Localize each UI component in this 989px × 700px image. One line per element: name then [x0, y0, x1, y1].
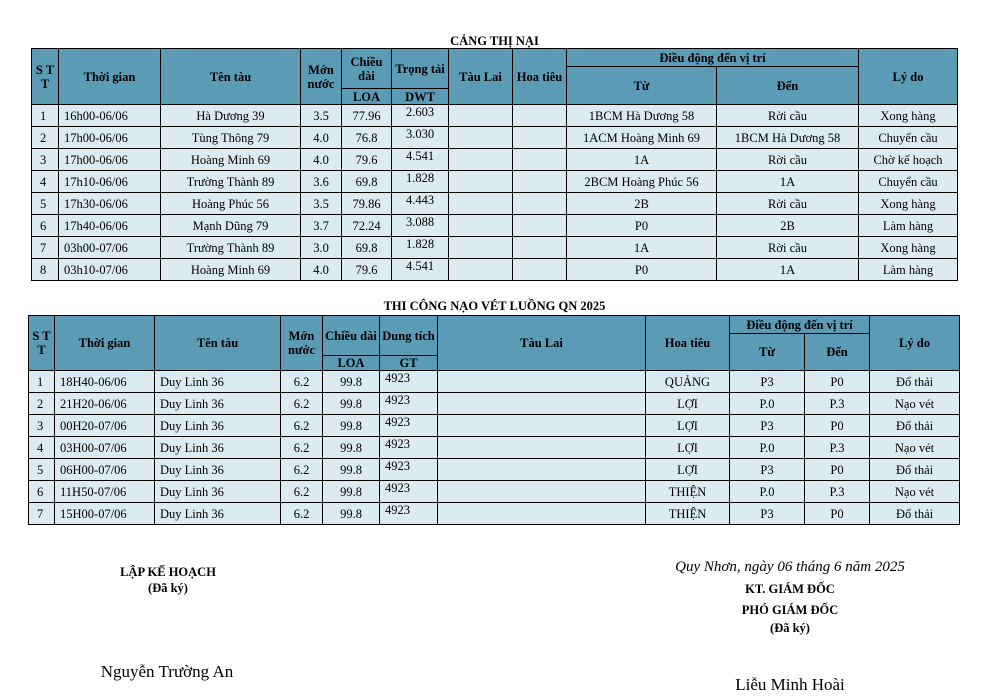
- cell-gt: 4923: [380, 393, 438, 415]
- cell-loa: 99.8: [323, 371, 380, 393]
- header-to: Đến: [717, 67, 859, 105]
- header-volume: Dung tích: [380, 316, 438, 356]
- cell-pilot: [513, 105, 567, 127]
- cell-gt: 4923: [380, 481, 438, 503]
- cell-dwt: 3.088: [392, 215, 449, 237]
- cell-ship: Duy Linh 36: [155, 503, 281, 525]
- cell-reason: Nạo vét: [870, 393, 960, 415]
- cell-dwt: 2.603: [392, 105, 449, 127]
- cell-to: Rời cầu: [717, 193, 859, 215]
- header-tonnage: Trọng tải: [392, 49, 449, 89]
- cell-tug: [438, 503, 646, 525]
- cell-dwt: 4.541: [392, 149, 449, 171]
- cell-pilot: LỢI: [646, 393, 730, 415]
- table-row: [32, 193, 958, 215]
- cell-ship: Hoàng Minh 69: [161, 149, 301, 171]
- cell-tug: [438, 437, 646, 459]
- cell-loa: 79.86: [342, 193, 392, 215]
- cell-pilot: LỢI: [646, 437, 730, 459]
- cell-stt: 8: [32, 259, 59, 281]
- cell-reason: Chờ kế hoạch: [859, 149, 958, 171]
- cell-time: 17h00-06/06: [59, 149, 161, 171]
- cell-dwt: 4.443: [392, 193, 449, 215]
- cell-loa: 79.6: [342, 149, 392, 171]
- cell-reason: Đổ thải: [870, 459, 960, 481]
- header-stt: S T T: [29, 316, 55, 371]
- cell-draft: 4.0: [301, 259, 342, 281]
- cell-time: 03H00-07/06: [55, 437, 155, 459]
- header-ship: Tên tàu: [155, 316, 281, 371]
- cell-time: 06H00-07/06: [55, 459, 155, 481]
- cell-tug: [449, 127, 513, 149]
- cell-pilot: LỢI: [646, 415, 730, 437]
- cell-pilot: [513, 193, 567, 215]
- cell-to: 1A: [717, 171, 859, 193]
- header-move: Điều động đến vị trí: [730, 316, 870, 334]
- cell-dwt: 1.828: [392, 237, 449, 259]
- table-row: [32, 171, 958, 193]
- header-tug: Tàu Lai: [449, 49, 513, 105]
- cell-dwt: 4.541: [392, 259, 449, 281]
- cell-from: 1ACM Hoàng Minh 69: [567, 127, 717, 149]
- cell-from: P.0: [730, 481, 805, 503]
- table-row: [32, 127, 958, 149]
- cell-loa: 69.8: [342, 237, 392, 259]
- cell-gt: 4923: [380, 415, 438, 437]
- cell-to: 1A: [717, 259, 859, 281]
- cell-pilot: [513, 127, 567, 149]
- cell-ship: Mạnh Dũng 79: [161, 215, 301, 237]
- cell-reason: Làm hàng: [859, 259, 958, 281]
- table-row: [32, 215, 958, 237]
- table-row: [32, 105, 958, 127]
- cell-time: 15H00-07/06: [55, 503, 155, 525]
- cell-tug: [438, 459, 646, 481]
- cell-ship: Hoàng Minh 69: [161, 259, 301, 281]
- dredging-schedule-table: [28, 315, 960, 525]
- header-draft: Mớn nước: [281, 316, 323, 371]
- cell-reason: Nạo vét: [870, 437, 960, 459]
- cell-draft: 6.2: [281, 393, 323, 415]
- cell-time: 03h00-07/06: [59, 237, 161, 259]
- cell-draft: 6.2: [281, 415, 323, 437]
- cell-time: 17h10-06/06: [59, 171, 161, 193]
- cell-time: 17h40-06/06: [59, 215, 161, 237]
- cell-loa: 99.8: [323, 437, 380, 459]
- cell-stt: 5: [29, 459, 55, 481]
- header-reason: Lý do: [859, 49, 958, 105]
- table-row: [32, 149, 958, 171]
- header-move: Điều động đến vị trí: [567, 49, 859, 67]
- cell-reason: Làm hàng: [859, 215, 958, 237]
- cell-time: 17h30-06/06: [59, 193, 161, 215]
- planner-signed-note: (Đã ký): [148, 581, 188, 595]
- cell-draft: 3.0: [301, 237, 342, 259]
- cell-pilot: THIỆN: [646, 503, 730, 525]
- header-pilot: Hoa tiêu: [646, 316, 730, 371]
- cell-draft: 4.0: [301, 127, 342, 149]
- cell-pilot: THIỆN: [646, 481, 730, 503]
- cell-reason: Đổ thải: [870, 503, 960, 525]
- header-gt: GT: [380, 356, 438, 371]
- cell-draft: 6.2: [281, 459, 323, 481]
- cell-loa: 99.8: [323, 393, 380, 415]
- cell-loa: 99.8: [323, 415, 380, 437]
- cell-stt: 6: [29, 481, 55, 503]
- cell-reason: Xong hàng: [859, 237, 958, 259]
- table-row: [32, 259, 958, 281]
- cell-stt: 5: [32, 193, 59, 215]
- cell-gt: 4923: [380, 437, 438, 459]
- cell-ship: Duy Linh 36: [155, 437, 281, 459]
- director-title: KT. GIÁM ĐỐC: [745, 582, 835, 596]
- cell-draft: 3.5: [301, 105, 342, 127]
- header-from: Từ: [730, 334, 805, 371]
- header-reason: Lý do: [870, 316, 960, 371]
- cell-tug: [449, 171, 513, 193]
- cell-loa: 69.8: [342, 171, 392, 193]
- cell-from: 2B: [567, 193, 717, 215]
- cell-from: P3: [730, 459, 805, 481]
- cell-from: P0: [567, 259, 717, 281]
- cell-time: 21H20-06/06: [55, 393, 155, 415]
- cell-draft: 3.6: [301, 171, 342, 193]
- cell-to: 1BCM Hà Dương 58: [717, 127, 859, 149]
- header-length: Chiều dài: [342, 49, 392, 89]
- cell-from: 2BCM Hoàng Phúc 56: [567, 171, 717, 193]
- section2-title: THI CÔNG NẠO VÉT LUỒNG QN 2025: [383, 299, 606, 313]
- cell-stt: 3: [32, 149, 59, 171]
- cell-to: P.3: [805, 437, 870, 459]
- deputy-director-title: PHÓ GIÁM ĐỐC: [741, 603, 839, 617]
- cell-stt: 1: [29, 371, 55, 393]
- cell-dwt: 3.030: [392, 127, 449, 149]
- cell-reason: Xong hàng: [859, 193, 958, 215]
- cell-stt: 2: [29, 393, 55, 415]
- header-tug: Tàu Lai: [438, 316, 646, 371]
- cell-reason: Xong hàng: [859, 105, 958, 127]
- cell-to: P.3: [805, 393, 870, 415]
- cell-ship: Duy Linh 36: [155, 393, 281, 415]
- cell-reason: Chuyển cầu: [859, 127, 958, 149]
- table-row: [29, 393, 960, 415]
- table-row: [29, 503, 960, 525]
- cell-from: P.0: [730, 393, 805, 415]
- header-loa: LOA: [323, 356, 380, 371]
- cell-stt: 4: [29, 437, 55, 459]
- cell-reason: Đổ thải: [870, 371, 960, 393]
- cell-loa: 76.8: [342, 127, 392, 149]
- cell-to: P0: [805, 459, 870, 481]
- cell-pilot: [513, 171, 567, 193]
- cell-tug: [438, 371, 646, 393]
- header-time: Thời gian: [55, 316, 155, 371]
- section1-title: CẢNG THỊ NẠI: [450, 34, 539, 48]
- cell-to: Rời cầu: [717, 149, 859, 171]
- header-length: Chiều dài: [323, 316, 380, 356]
- cell-ship: Duy Linh 36: [155, 415, 281, 437]
- header-stt: S T T: [32, 49, 59, 105]
- cell-loa: 72.24: [342, 215, 392, 237]
- cell-gt: 4923: [380, 371, 438, 393]
- header-loa: LOA: [342, 89, 392, 105]
- cell-loa: 99.8: [323, 481, 380, 503]
- cell-to: P0: [805, 415, 870, 437]
- cell-from: P3: [730, 503, 805, 525]
- cell-time: 11H50-07/06: [55, 481, 155, 503]
- header-ship: Tên tàu: [161, 49, 301, 105]
- cell-draft: 6.2: [281, 437, 323, 459]
- cell-stt: 7: [29, 503, 55, 525]
- cell-dwt: 1.828: [392, 171, 449, 193]
- header-to: Đến: [805, 334, 870, 371]
- cell-tug: [449, 237, 513, 259]
- cell-from: P0: [567, 215, 717, 237]
- cell-from: P.0: [730, 437, 805, 459]
- planner-title: LẬP KẾ HOẠCH: [120, 565, 216, 579]
- header-draft: Mớn nước: [301, 49, 342, 105]
- header-from: Từ: [567, 67, 717, 105]
- cell-to: Rời cầu: [717, 237, 859, 259]
- cell-stt: 4: [32, 171, 59, 193]
- cell-draft: 6.2: [281, 371, 323, 393]
- cell-tug: [449, 259, 513, 281]
- cell-from: 1BCM Hà Dương 58: [567, 105, 717, 127]
- table-row: [29, 459, 960, 481]
- cell-time: 03h10-07/06: [59, 259, 161, 281]
- cell-time: 16h00-06/06: [59, 105, 161, 127]
- cell-gt: 4923: [380, 459, 438, 481]
- cell-to: Rời cầu: [717, 105, 859, 127]
- cell-pilot: [513, 215, 567, 237]
- cell-draft: 3.5: [301, 193, 342, 215]
- port-schedule-table: [31, 48, 958, 281]
- cell-loa: 79.6: [342, 259, 392, 281]
- cell-draft: 4.0: [301, 149, 342, 171]
- header-time: Thời gian: [59, 49, 161, 105]
- cell-reason: Chuyển cầu: [859, 171, 958, 193]
- cell-time: 17h00-06/06: [59, 127, 161, 149]
- cell-ship: Hoàng Phúc 56: [161, 193, 301, 215]
- cell-draft: 3.7: [301, 215, 342, 237]
- cell-from: P3: [730, 371, 805, 393]
- cell-ship: Trường Thành 89: [161, 171, 301, 193]
- director-name: Liễu Minh Hoài: [735, 675, 845, 694]
- cell-tug: [449, 105, 513, 127]
- cell-reason: Đổ thải: [870, 415, 960, 437]
- cell-stt: 7: [32, 237, 59, 259]
- cell-draft: 6.2: [281, 481, 323, 503]
- table-row: [29, 437, 960, 459]
- cell-pilot: [513, 237, 567, 259]
- cell-tug: [438, 415, 646, 437]
- cell-tug: [449, 149, 513, 171]
- table-row: [29, 481, 960, 503]
- cell-ship: Duy Linh 36: [155, 459, 281, 481]
- cell-loa: 99.8: [323, 459, 380, 481]
- cell-ship: Duy Linh 36: [155, 481, 281, 503]
- director-signed-note: (Đã ký): [770, 621, 810, 635]
- cell-ship: Tùng Thông 79: [161, 127, 301, 149]
- cell-to: P0: [805, 503, 870, 525]
- header-dwt: DWT: [392, 89, 449, 105]
- cell-gt: 4923: [380, 503, 438, 525]
- cell-pilot: [513, 149, 567, 171]
- cell-tug: [449, 193, 513, 215]
- cell-time: 00H20-07/06: [55, 415, 155, 437]
- cell-draft: 6.2: [281, 503, 323, 525]
- cell-ship: Hà Dương 39: [161, 105, 301, 127]
- cell-to: P.3: [805, 481, 870, 503]
- cell-to: P0: [805, 371, 870, 393]
- cell-stt: 2: [32, 127, 59, 149]
- table-row: [29, 415, 960, 437]
- cell-ship: Duy Linh 36: [155, 371, 281, 393]
- cell-pilot: QUẢNG: [646, 371, 730, 393]
- cell-from: 1A: [567, 149, 717, 171]
- header-pilot: Hoa tiêu: [513, 49, 567, 105]
- cell-loa: 99.8: [323, 503, 380, 525]
- cell-stt: 1: [32, 105, 59, 127]
- cell-tug: [449, 215, 513, 237]
- cell-from: P3: [730, 415, 805, 437]
- cell-tug: [438, 393, 646, 415]
- cell-pilot: LỢI: [646, 459, 730, 481]
- cell-tug: [438, 481, 646, 503]
- date-line: Quy Nhơn, ngày 06 tháng 6 năm 2025: [675, 559, 905, 575]
- cell-stt: 3: [29, 415, 55, 437]
- cell-reason: Nạo vét: [870, 481, 960, 503]
- cell-to: 2B: [717, 215, 859, 237]
- cell-ship: Trường Thành 89: [161, 237, 301, 259]
- planner-name: Nguyễn Trường An: [100, 662, 234, 681]
- cell-loa: 77.96: [342, 105, 392, 127]
- table-row: [29, 371, 960, 393]
- cell-from: 1A: [567, 237, 717, 259]
- table-row: [32, 237, 958, 259]
- cell-time: 18H40-06/06: [55, 371, 155, 393]
- cell-pilot: [513, 259, 567, 281]
- cell-stt: 6: [32, 215, 59, 237]
